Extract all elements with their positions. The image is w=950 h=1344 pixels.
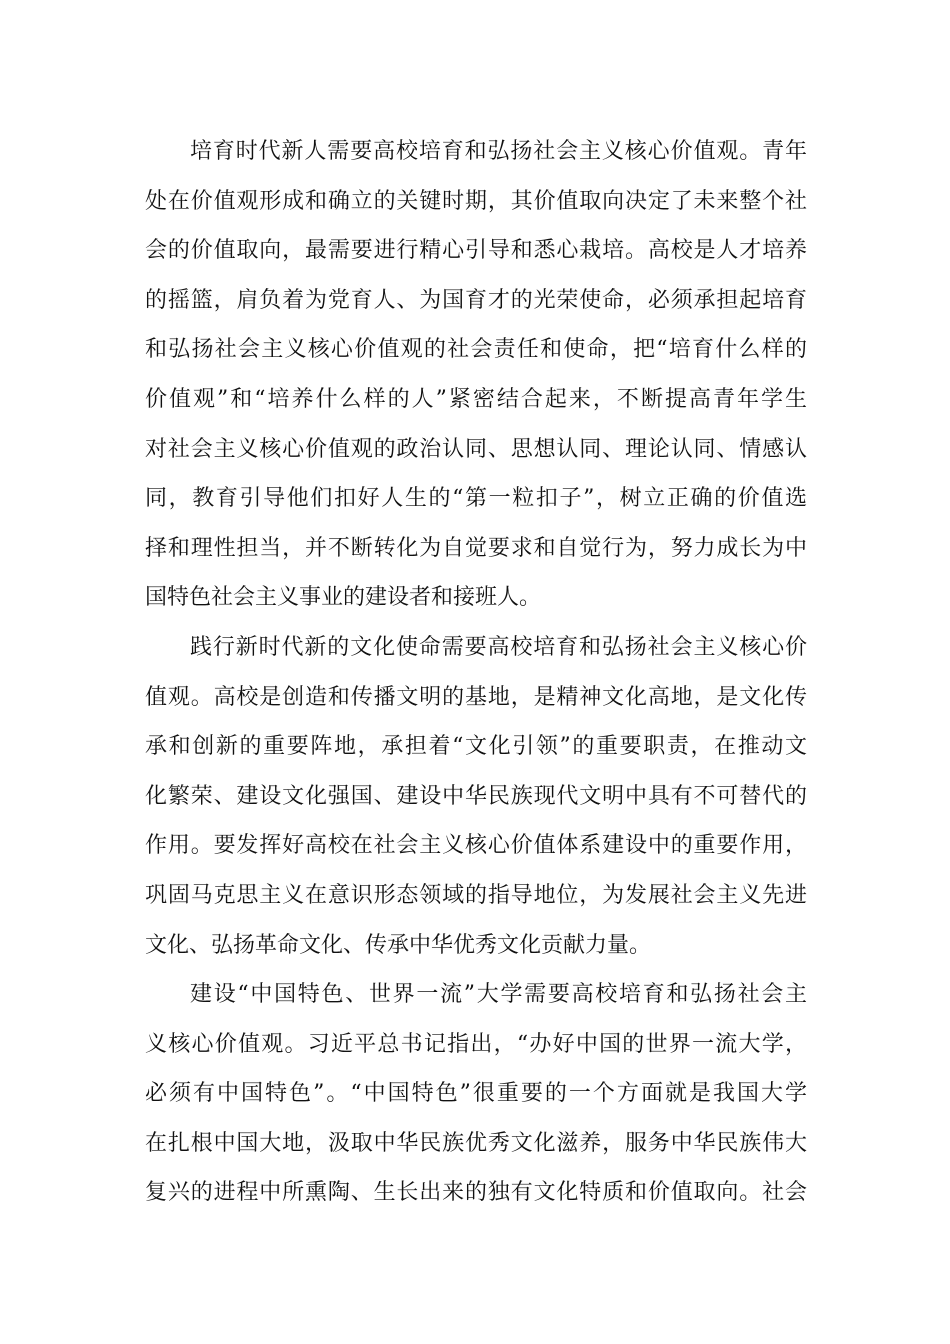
text-line: 巩固马克思主义在意识形态领域的指导地位，为发展社会主义先进 bbox=[145, 882, 807, 908]
text-line: 的摇篮，肩负着为党育人、为国育才的光荣使命，必须承担起培育 bbox=[145, 287, 807, 313]
text-line: 复兴的进程中所熏陶、生长出来的独有文化特质和价值取向。社会 bbox=[145, 1180, 807, 1206]
text-line: 值观。高校是创造和传播文明的基地，是精神文化高地，是文化传 bbox=[145, 684, 807, 710]
text-line: 对社会主义核心价值观的政治认同、思想认同、理论认同、情感认 bbox=[145, 436, 807, 462]
text-line: 建设“中国特色、世界一流”大学需要高校培育和弘扬社会主 bbox=[190, 982, 807, 1008]
text-line: 承和创新的重要阵地，承担着“文化引领”的重要职责，在推动文 bbox=[145, 734, 807, 760]
text-line: 价值观”和“培养什么样的人”紧密结合起来，不断提高青年学生 bbox=[145, 386, 807, 412]
text-line: 义核心价值观。习近平总书记指出，“办好中国的世界一流大学， bbox=[145, 1031, 807, 1057]
text-line: 培育时代新人需要高校培育和弘扬社会主义核心价值观。青年 bbox=[190, 139, 807, 164]
text-line: 文化、弘扬革命文化、传承中华优秀文化贡献力量。 bbox=[145, 932, 652, 958]
text-line: 必须有中国特色”。“中国特色”很重要的一个方面就是我国大学 bbox=[145, 1081, 807, 1107]
paragraph bbox=[145, 970, 807, 1218]
text-line: 作用。要发挥好高校在社会主义核心价值体系建设中的重要作用， bbox=[145, 833, 807, 859]
text-line: 化繁荣、建设文化强国、建设中华民族现代文明中具有不可替代的 bbox=[145, 783, 807, 809]
text-line: 处在价值观形成和确立的关键时期，其价值取向决定了未来整个社 bbox=[145, 188, 807, 214]
paragraph bbox=[145, 127, 807, 623]
text-line: 在扎根中国大地，汲取中华民族优秀文化滋养，服务中华民族伟大 bbox=[145, 1130, 807, 1156]
document-body bbox=[145, 127, 807, 1218]
text-line: 践行新时代新的文化使命需要高校培育和弘扬社会主义核心价 bbox=[190, 634, 807, 660]
text-line: 国特色社会主义事业的建设者和接班人。 bbox=[145, 585, 542, 611]
paragraph bbox=[145, 623, 807, 970]
text-line: 会的价值取向，最需要进行精心引导和悉心栽培。高校是人才培养 bbox=[145, 238, 807, 264]
text-line: 择和理性担当，并不断转化为自觉要求和自觉行为，努力成长为中 bbox=[145, 535, 807, 561]
text-line: 和弘扬社会主义核心价值观的社会责任和使命，把“培育什么样的 bbox=[145, 337, 807, 363]
text-line: 同，教育引导他们扣好人生的“第一粒扣子”，树立正确的价值选 bbox=[145, 486, 807, 512]
